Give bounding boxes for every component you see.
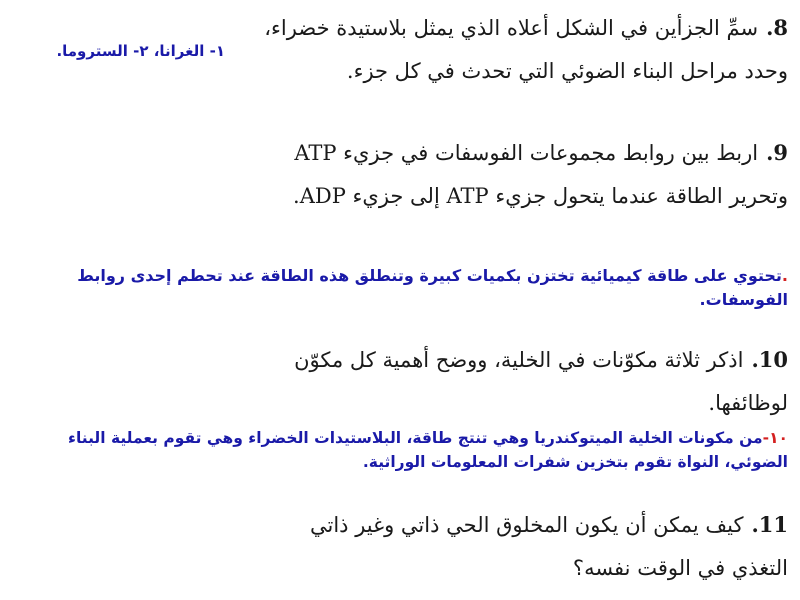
answer-8 <box>10 40 225 63</box>
question-number: 8. <box>766 15 788 40</box>
answer-text: من مكونات الخلية الميتوكندريا وهي تنتج طاقة، البلاستيدات الخضراء وهي تقوم بعملية البناء الضوئي، النواة تقوم بتخزين شفرات المعلومات الوراثية. <box>68 429 788 471</box>
question-11 <box>268 503 788 590</box>
question-text: اربط بين روابط مجموعات الفوسفات في جزيء ATP وتحرير الطاقة عندما يتحول جزيء ATP إلى جزيء ADP. <box>293 141 788 208</box>
answer-9 <box>13 264 788 312</box>
question-10 <box>258 338 788 425</box>
answer-text: ١- الغرانا، ٢- الستروما. <box>56 42 225 60</box>
question-text: سمِّ الجزأين في الشكل أعلاه الذي يمثل بلاستيدة خضراء، وحدد مراحل البناء الضوئي التي تحدث في كل جزء. <box>264 16 788 83</box>
question-9 <box>258 131 788 218</box>
question-number: 11. <box>751 512 788 537</box>
question-text: اذكر ثلاثة مكوّنات في الخلية، ووضح أهمية كل مكوّن لوظائفها. <box>294 348 788 415</box>
answer-text: تحتوي على طاقة كيميائية تختزن بكميات كبيرة وتنطلق هذه الطاقة عند تحطم إحدى روابط الفوسفات. <box>77 266 788 309</box>
question-text: كيف يمكن أن يكون المخلوق الحي ذاتي وغير ذاتي التغذي في الوقت نفسه؟ <box>310 513 788 580</box>
question-number: 9. <box>766 140 788 165</box>
question-8 <box>263 6 788 93</box>
question-number: 10. <box>751 347 788 372</box>
answer-10 <box>3 426 788 474</box>
answer-number: ١٠- <box>762 429 788 447</box>
answer-marker: . <box>781 266 788 285</box>
